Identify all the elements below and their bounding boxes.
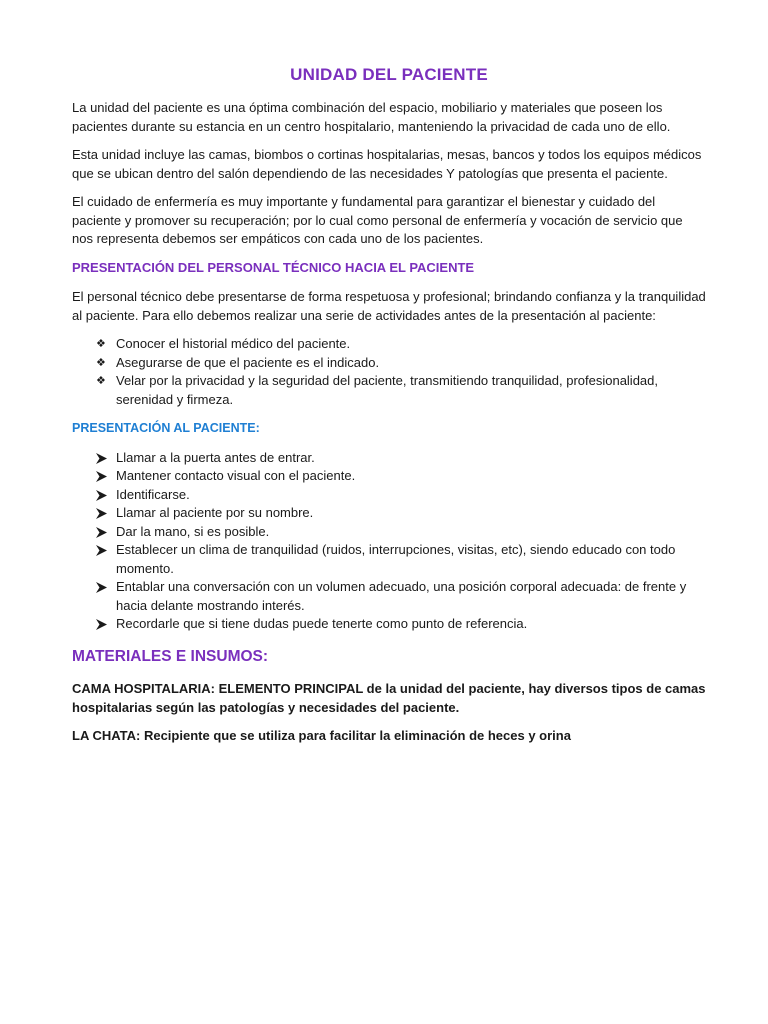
- list-item: [72, 541, 706, 578]
- list-item: [72, 504, 706, 523]
- page-title: UNIDAD DEL PACIENTE: [290, 65, 488, 84]
- materials-paragraph-bed: CAMA HOSPITALARIA: ELEMENTO PRINCIPAL de la unidad del paciente, hay diversos tipos de camas hospitalarias según las patologías y necesidades del paciente.: [72, 681, 706, 715]
- section-heading-staff-presentation: PRESENTACIÓN DEL PERSONAL TÉCNICO HACIA EL PACIENTE: [72, 259, 475, 275]
- arrowhead-bullet-icon: [96, 449, 110, 464]
- list-item: [72, 578, 706, 615]
- staff-preparation-list: [72, 335, 706, 409]
- intro-paragraph-3: El cuidado de enfermería es muy importante y fundamental para garantizar el bienestar y cuidado del paciente y promover su recuperación; por lo cual como personal de enfermería y vocación de servicio que nos representa debemos ser empáticos con cada uno de los pacientes.: [72, 194, 683, 246]
- list-item: [72, 335, 706, 354]
- arrowhead-bullet-icon: [96, 523, 110, 538]
- list-item-text: Establecer un clima de tranquilidad (ruidos, interrupciones, visitas, etc), siendo educado con todo momento.: [116, 542, 676, 576]
- list-item-text: Mantener contacto visual con el paciente.: [116, 468, 356, 483]
- list-item: [72, 615, 706, 634]
- intro-paragraph-2: Esta unidad incluye las camas, biombos o cortinas hospitalarias, mesas, bancos y todos los equipos médicos que se ubican dentro del salón dependiendo de las necesidades Y patologías que presenta el paciente.: [72, 147, 702, 181]
- intro-paragraph-1: La unidad del paciente es una óptima combinación del espacio, mobiliario y materiales que poseen los pacientes durante su estancia en un centro hospitalario, manteniendo la privacidad de cada uno de ello.: [72, 100, 671, 134]
- diamond-bullet-icon: ❖: [96, 356, 106, 369]
- list-item-text: Identificarse.: [116, 486, 190, 502]
- list-item-text: Llamar a la puerta antes de entrar.: [116, 449, 315, 465]
- list-item: [72, 449, 706, 468]
- list-item-text: Dar la mano, si es posible.: [116, 523, 270, 539]
- list-item: [72, 372, 706, 409]
- materials-paragraph-bedpan: LA CHATA: Recipiente que se utiliza para facilitar la eliminación de heces y orina: [72, 728, 571, 743]
- list-item: [72, 523, 706, 542]
- section-heading-materials: MATERIALES E INSUMOS:: [72, 647, 269, 665]
- arrowhead-bullet-icon: [96, 504, 110, 519]
- arrowhead-bullet-icon: [96, 578, 110, 593]
- arrowhead-bullet-icon: [96, 615, 110, 630]
- list-item-text: Entablar una conversación con un volumen adecuado, una posición corporal adecuada: de frente y hacia delante mostrando interés.: [116, 579, 687, 613]
- list-item: [72, 467, 706, 486]
- list-item-text: Velar por la privacidad y la seguridad del paciente, transmitiendo tranquilidad, profesionalidad, serenidad y firmeza.: [116, 373, 659, 407]
- list-item: [72, 486, 706, 505]
- arrowhead-bullet-icon: [96, 541, 110, 556]
- arrowhead-bullet-icon: [96, 486, 110, 501]
- section-heading-patient-presentation: PRESENTACIÓN AL PACIENTE:: [72, 421, 260, 435]
- patient-presentation-list: [72, 449, 706, 634]
- list-item: [72, 354, 706, 373]
- arrowhead-bullet-icon: [96, 467, 110, 482]
- diamond-bullet-icon: ❖: [96, 338, 106, 350]
- list-item-text: Asegurarse de que el paciente es el indicado.: [116, 354, 380, 370]
- diamond-bullet-icon: ❖: [96, 375, 106, 387]
- list-item-text: Conocer el historial médico del paciente.: [116, 336, 351, 351]
- list-item-text: Llamar al paciente por su nombre.: [116, 505, 314, 520]
- list-item-text: Recordarle que si tiene dudas puede tenerte como punto de referencia.: [116, 616, 528, 631]
- section1-paragraph: El personal técnico debe presentarse de forma respetuosa y profesional; brindando confianza y la tranquilidad al paciente. Para ello debemos realizar una serie de actividades antes de la presentación al paciente:: [72, 289, 706, 323]
